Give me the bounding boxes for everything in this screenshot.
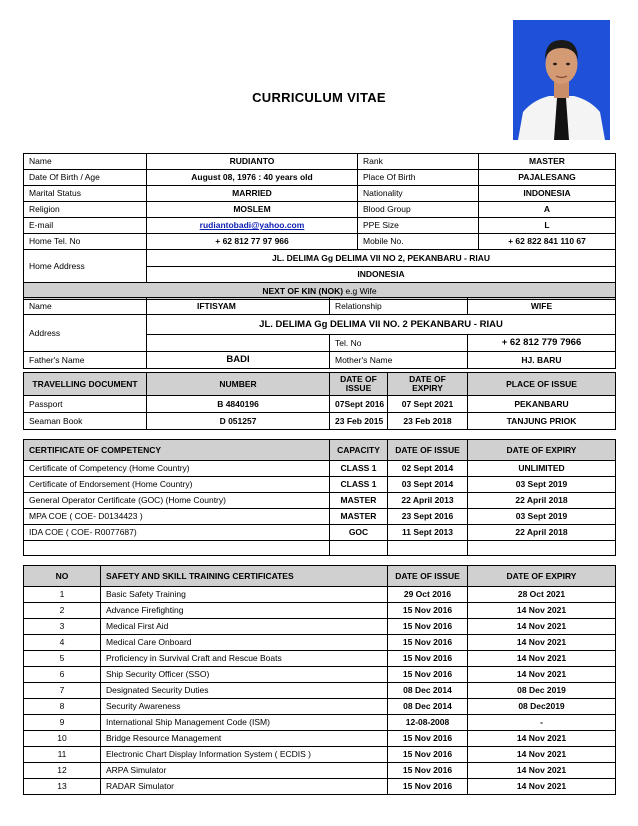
cell-expiry: 03 Sept 2019 <box>468 509 616 525</box>
cell-expiry: 14 Nov 2021 <box>468 667 616 683</box>
table-row <box>24 315 616 335</box>
table-row <box>24 461 616 477</box>
cell-expiry: 14 Nov 2021 <box>468 779 616 795</box>
label-rank: Rank <box>358 154 479 170</box>
cell-issue: 15 Nov 2016 <box>388 747 468 763</box>
label-religion: Religion <box>24 202 147 218</box>
cell-no: 4 <box>24 635 101 651</box>
table-row <box>24 396 616 413</box>
cell-issue: 15 Nov 2016 <box>388 731 468 747</box>
table-row <box>24 715 616 731</box>
cell-issue: 12-08-2008 <box>388 715 468 731</box>
cell-expiry: 14 Nov 2021 <box>468 635 616 651</box>
cell-issue: 15 Nov 2016 <box>388 763 468 779</box>
value-mobile: + 62 822 841 110 67 <box>479 234 616 250</box>
cell-issue: 08 Dec 2014 <box>388 683 468 699</box>
label-place-of-birth: Place Of Birth <box>358 170 479 186</box>
cell-capacity: MASTER <box>330 493 388 509</box>
cell-expiry: 14 Nov 2021 <box>468 747 616 763</box>
value-dob: August 08, 1976 : 40 years old <box>147 170 358 186</box>
cell-no: 9 <box>24 715 101 731</box>
value-nok-tel: + 62 812 779 7966 <box>468 335 616 352</box>
personal-details-table <box>23 153 616 300</box>
cell-expiry: 14 Nov 2021 <box>468 731 616 747</box>
table-row <box>24 493 616 509</box>
cell-capacity: CLASS 1 <box>330 461 388 477</box>
label-relationship: Relationship <box>330 298 468 315</box>
cell-issue: 15 Nov 2016 <box>388 667 468 683</box>
cell-issue: 03 Sept 2014 <box>388 477 468 493</box>
cell-no: 7 <box>24 683 101 699</box>
cell-doc: Passport <box>24 396 147 413</box>
value-home-address-line2: INDONESIA <box>147 267 616 283</box>
cell-certificate: IDA COE ( COE- R0077687) <box>24 525 330 541</box>
header-date-of-issue: DATE OF ISSUE <box>330 373 388 396</box>
table-row <box>24 683 616 699</box>
value-home-tel: + 62 812 77 97 966 <box>147 234 358 250</box>
table-row <box>24 477 616 493</box>
table-row <box>24 186 616 202</box>
table-row <box>24 667 616 683</box>
profile-photo <box>513 20 610 140</box>
document-title: CURRICULUM VITAE <box>252 90 386 105</box>
label-name: Name <box>24 154 147 170</box>
cell-issue: 22 April 2013 <box>388 493 468 509</box>
table-row <box>24 234 616 250</box>
table-row <box>24 763 616 779</box>
label-email: E-mail <box>24 218 147 234</box>
cell-certificate: Certificate of Competency (Home Country) <box>24 461 330 477</box>
cell-certificate: General Operator Certificate (GOC) (Home Country) <box>24 493 330 509</box>
header-date-of-expiry: DATE OF EXPIRY <box>468 566 616 587</box>
cell-expiry: 14 Nov 2021 <box>468 603 616 619</box>
value-father: BADI <box>147 352 330 369</box>
label-blood-group: Blood Group <box>358 202 479 218</box>
nok-heading: NEXT OF KIN (NOK) <box>262 285 344 296</box>
cell-no: 10 <box>24 731 101 747</box>
header-date-of-issue: DATE OF ISSUE <box>388 440 468 461</box>
table-row <box>24 635 616 651</box>
cell-certificate: MPA COE ( COE- D0134423 ) <box>24 509 330 525</box>
header-date-of-expiry: DATE OF EXPIRY <box>468 440 616 461</box>
cell-expiry: 14 Nov 2021 <box>468 763 616 779</box>
header-date-of-expiry: DATE OF EXPIRY <box>388 373 468 396</box>
cell-training: Proficiency in Survival Craft and Rescue Boats <box>101 651 388 667</box>
header-travelling-document: TRAVELLING DOCUMENT <box>24 373 147 396</box>
table-row-empty <box>24 541 616 556</box>
cell-training: International Ship Management Code (ISM) <box>101 715 388 731</box>
header-certificate: CERTIFICATE OF COMPETENCY <box>24 440 330 461</box>
cell-number: B 4840196 <box>147 396 330 413</box>
table-row <box>24 699 616 715</box>
table-row <box>24 509 616 525</box>
cell-no: 5 <box>24 651 101 667</box>
value-religion: MOSLEM <box>147 202 358 218</box>
table-row <box>24 413 616 430</box>
cell-no: 13 <box>24 779 101 795</box>
cell-place: TANJUNG PRIOK <box>468 413 616 430</box>
table-row <box>24 154 616 170</box>
table-row <box>24 747 616 763</box>
cell-training: Medical First Aid <box>101 619 388 635</box>
cell-expiry: UNLIMITED <box>468 461 616 477</box>
cell-expiry: 22 April 2018 <box>468 493 616 509</box>
cell-expiry: 08 Dec 2019 <box>468 683 616 699</box>
table-row <box>24 619 616 635</box>
label-home-address: Home Address <box>24 250 147 283</box>
cell-expiry: 22 April 2018 <box>468 525 616 541</box>
cell-capacity: GOC <box>330 525 388 541</box>
label-nok-tel: Tel. No <box>330 335 468 352</box>
cell-no: 3 <box>24 619 101 635</box>
value-home-address-line1: JL. DELIMA Gg DELIMA VII NO 2, PEKANBARU - RIAU <box>147 250 616 267</box>
header-capacity: CAPACITY <box>330 440 388 461</box>
cell-training: Advance Firefighting <box>101 603 388 619</box>
cell-issue: 15 Nov 2016 <box>388 603 468 619</box>
label-nok-address: Address <box>24 315 147 352</box>
table-row <box>24 170 616 186</box>
header-training: SAFETY AND SKILL TRAINING CERTIFICATES <box>101 566 388 587</box>
cell-no: 11 <box>24 747 101 763</box>
table-header-row <box>24 440 616 461</box>
value-ppe-size: L <box>479 218 616 234</box>
cell-expiry: 23 Feb 2018 <box>388 413 468 430</box>
label-dob: Date Of Birth / Age <box>24 170 147 186</box>
cell-issue: 02 Sept 2014 <box>388 461 468 477</box>
cell-issue: 08 Dec 2014 <box>388 699 468 715</box>
label-mother: Mother's Name <box>330 352 468 369</box>
cell-expiry: 07 Sept 2021 <box>388 396 468 413</box>
training-table <box>23 565 616 795</box>
cell-training: Security Awareness <box>101 699 388 715</box>
nok-heading-note: e.g Wife <box>345 285 377 296</box>
cell-issue: 15 Nov 2016 <box>388 619 468 635</box>
table-row <box>24 603 616 619</box>
label-marital-status: Marital Status <box>24 186 147 202</box>
cell-capacity: MASTER <box>330 509 388 525</box>
value-nok-name: IFTISYAM <box>147 298 330 315</box>
value-name: RUDIANTO <box>147 154 358 170</box>
cell-issue: 07Sept 2016 <box>330 396 388 413</box>
cell-issue: 23 Sept 2016 <box>388 509 468 525</box>
cell-training: Basic Safety Training <box>101 587 388 603</box>
cell-issue: 29 Oct 2016 <box>388 587 468 603</box>
cell-expiry: 28 Oct 2021 <box>468 587 616 603</box>
cell-no: 2 <box>24 603 101 619</box>
label-nationality: Nationality <box>358 186 479 202</box>
table-row <box>24 651 616 667</box>
cell-issue: 23 Feb 2015 <box>330 413 388 430</box>
cell-training: RADAR Simulator <box>101 779 388 795</box>
table-row <box>24 779 616 795</box>
table-row <box>24 587 616 603</box>
cell-issue: 15 Nov 2016 <box>388 635 468 651</box>
label-father: Father's Name <box>24 352 147 369</box>
cell-issue: 15 Nov 2016 <box>388 651 468 667</box>
value-mother: HJ. BARU <box>468 352 616 369</box>
nok-table <box>23 297 616 369</box>
cell-training: ARPA Simulator <box>101 763 388 779</box>
cell-certificate: Certificate of Endorsement (Home Country) <box>24 477 330 493</box>
header-number: NUMBER <box>147 373 330 396</box>
label-home-tel: Home Tel. No <box>24 234 147 250</box>
table-row <box>24 250 616 267</box>
value-nok-address: JL. DELIMA Gg DELIMA VII NO. 2 PEKANBARU - RIAU <box>147 315 616 335</box>
cell-expiry: 14 Nov 2021 <box>468 619 616 635</box>
cell-expiry: - <box>468 715 616 731</box>
value-blood-group: A <box>479 202 616 218</box>
table-row <box>24 731 616 747</box>
cell-no: 12 <box>24 763 101 779</box>
header-date-of-issue: DATE OF ISSUE <box>388 566 468 587</box>
cell-number: D 051257 <box>147 413 330 430</box>
cell-place: PEKANBARU <box>468 396 616 413</box>
label-nok-name: Name <box>24 298 147 315</box>
table-row <box>24 525 616 541</box>
cell-training: Bridge Resource Management <box>101 731 388 747</box>
cell-training: Designated Security Duties <box>101 683 388 699</box>
cell-no: 1 <box>24 587 101 603</box>
cell-issue: 11 Sept 2013 <box>388 525 468 541</box>
value-marital-status: MARRIED <box>147 186 358 202</box>
value-place-of-birth: PAJALESANG <box>479 170 616 186</box>
value-nationality: INDONESIA <box>479 186 616 202</box>
cell-issue: 15 Nov 2016 <box>388 779 468 795</box>
label-ppe-size: PPE Size <box>358 218 479 234</box>
value-relationship: WIFE <box>468 298 616 315</box>
cell-expiry: 08 Dec2019 <box>468 699 616 715</box>
cell-no: 6 <box>24 667 101 683</box>
table-header-row <box>24 373 616 396</box>
cell-training: Ship Security Officer (SSO) <box>101 667 388 683</box>
table-row <box>24 202 616 218</box>
cell-no: 8 <box>24 699 101 715</box>
cell-training: Medical Care Onboard <box>101 635 388 651</box>
email-link[interactable]: rudiantobadi@yahoo.com <box>199 220 305 231</box>
value-rank: MASTER <box>479 154 616 170</box>
table-row <box>24 298 616 315</box>
cell-doc: Seaman Book <box>24 413 147 430</box>
cell-training: Electronic Chart Display Information System ( ECDIS ) <box>101 747 388 763</box>
cell-expiry: 14 Nov 2021 <box>468 651 616 667</box>
header-place-of-issue: PLACE OF ISSUE <box>468 373 616 396</box>
header-no: NO <box>24 566 101 587</box>
cell-expiry: 03 Sept 2019 <box>468 477 616 493</box>
table-header-row <box>24 566 616 587</box>
label-mobile: Mobile No. <box>358 234 479 250</box>
travel-documents-table <box>23 372 616 430</box>
cell-capacity: CLASS 1 <box>330 477 388 493</box>
competency-table <box>23 439 616 556</box>
table-row <box>24 218 616 234</box>
table-row <box>24 352 616 369</box>
